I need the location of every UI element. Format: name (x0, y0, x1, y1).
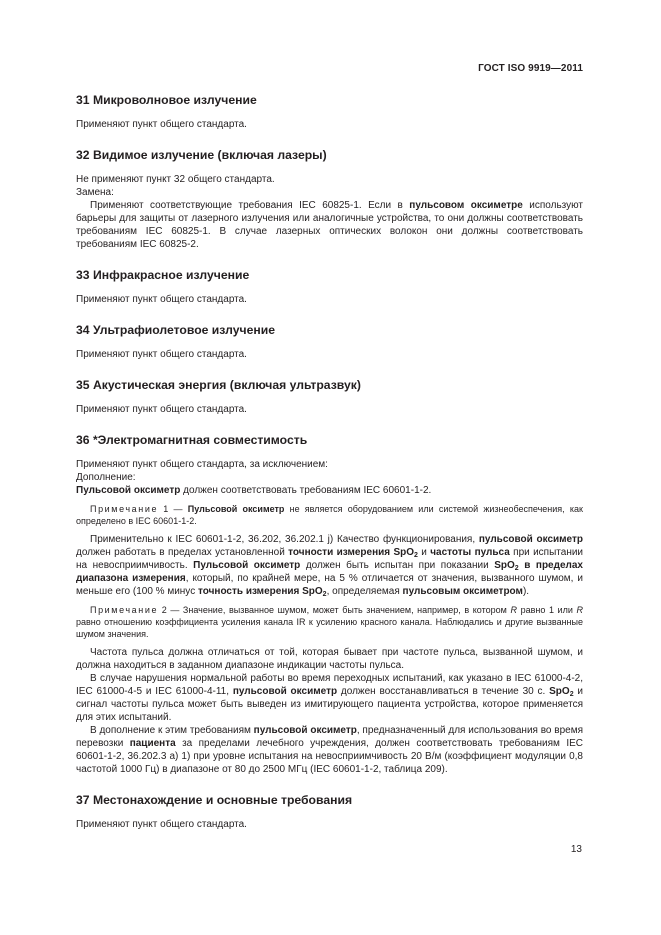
section-32 (76, 148, 583, 251)
section-33-text: Применяют пункт общего стандарта. (76, 294, 247, 305)
section-36-paragraph-3: Частота пульса должна отличаться от той, которая бывает при частоте пульса, вызванной шумом, и должна находиться в заданном диапазоне индикации частоты пульса. (76, 647, 583, 671)
section-36-paragraph-5: В дополнение к этим требованиям пульсовой оксиметр, предназначенный для использования во время перевозки пациента за пределами лечебного учреждения, должен соответствовать требованиям IEC 60601-1-2, 36.202.3 а) 1) при уровне испытания на невосприимчивость 20 В/м (коэффициент модуляции 0,8 частотой 1000 Гц) в диапазоне от 80 до 2500 МГц (IEC 60601-1-2, таблица 209). (76, 725, 583, 775)
section-36-paragraph-2: Применительно к IEC 60601-1-2, 36.202, 36.202.1 j) Качество функционирования, пульсовой оксиметр должен работать в пределах установленной точности измерения SpO$_2$ и частоты пульса при испытании на невосприимчивость. Пульсовой оксиметр должен быть испытан при показании SpO$_2$ в пределах диапазона измерения, который, по крайней мере, на 5 % отличается от значения, вызванного шумом, и меньше его (100 % минус точность измерения SpO$_2$, определяемая пульсовым оксиметром). (76, 534, 584, 598)
section-36 (76, 433, 583, 776)
section-34 (76, 323, 583, 361)
section-36-line-3: Пульсовой оксиметр должен соответствовать требованиям IEC 60601-1-2. (76, 485, 432, 496)
section-34-title: 34 Ультрафиолетовое излучение (76, 323, 276, 337)
section-36-line-1: Применяют пункт общего стандарта, за исключением: (76, 459, 328, 470)
section-33 (76, 268, 583, 306)
section-35-text: Применяют пункт общего стандарта. (76, 404, 247, 415)
section-37 (76, 793, 583, 831)
section-34-text: Применяют пункт общего стандарта. (76, 349, 247, 360)
section-35 (76, 378, 583, 416)
standard-header: ГОСТ ISO 9919—2011 (478, 63, 583, 74)
section-33-title: 33 Инфракрасное излучение (76, 268, 250, 282)
section-32-line-1: Не применяют пункт 32 общего стандарта. (76, 174, 275, 185)
section-35-title: 35 Акустическая энергия (включая ультразвук) (76, 378, 361, 392)
section-36-paragraph-4: В случае нарушения нормальной работы во время переходных испытаний, как указано в IEC 61000-4-2, IEC 61000-4-5 и IEC 61000-4-11, пульсовой оксиметр должен восстанавливаться в течение 30 с. SpO$_2$ и сигнал частоты пульса может быть выведен из имитирующего пациента устройства, которое применяется для этих испытаний. (76, 673, 584, 723)
section-32-paragraph: Применяют соответствующие требования IEC 60825-1. Если в пульсовом оксиметре используют барьеры для защиты от лазерного излучения или аналогичные устройства, то они должны соответствовать требованиям IEC 60825-1. В случае лазерных оптических волокон они должны соответствовать требованиям IEC 60825-2. (76, 200, 584, 250)
note-1: Примечание 1 — Пульсовой оксиметр не является оборудованием или системой жизнеобеспечения, как определено в IEC 60601-1-2. (76, 504, 583, 526)
section-31-text: Применяют пункт общего стандарта. (76, 119, 247, 130)
page-content (76, 93, 583, 831)
section-31-title: 31 Микроволновое излучение (76, 93, 257, 107)
note-2: Примечание 2 — Значение, вызванное шумом, может быть значением, например, в котором R равно 1 или R равно отношению коэффициента усиления канала IR к усилению красного канала. Наблюдались и другие вызванные шумом значения. (76, 605, 583, 639)
section-37-title: 37 Местонахождение и основные требования (76, 793, 353, 807)
page-number: 13 (570, 844, 582, 855)
section-32-line-2: Замена: (76, 187, 114, 198)
section-31 (76, 93, 583, 131)
section-37-text: Применяют пункт общего стандарта. (76, 819, 247, 830)
section-36-title: 36 *Электромагнитная совместимость (76, 433, 308, 447)
section-32-title: 32 Видимое излучение (включая лазеры) (76, 148, 327, 162)
section-36-line-2: Дополнение: (76, 472, 136, 483)
